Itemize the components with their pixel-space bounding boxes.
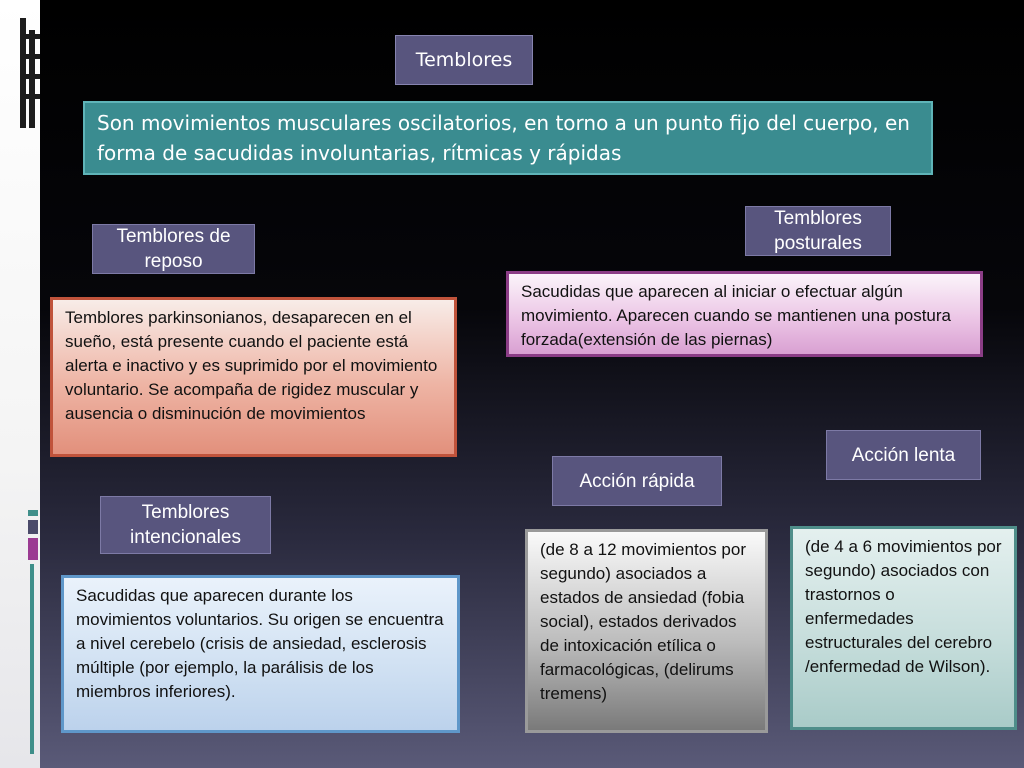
postural-tremor-label-box	[745, 206, 891, 256]
fast-action-description: (de 8 a 12 movimientos por segundo) asociados a estados de ansiedad (fobia social), estados derivados de intoxicación etílica o farmacológicas, (delirums tremens)	[540, 540, 746, 703]
postural-tremor-label: Temblores posturales	[774, 208, 862, 254]
intentional-tremor-description: Sacudidas que aparecen durante los movimientos voluntarios. Su origen se encuentra a nivel cerebelo (crisis de ansiedad, esclerosis múltiple (por ejemplo, la parálisis de los miembros inferiores).	[76, 586, 444, 701]
definition-box	[83, 101, 933, 175]
title-box	[395, 35, 533, 85]
rest-tremor-label-box	[92, 224, 255, 274]
rest-tremor-description: Temblores parkinsonianos, desaparecen en el sueño, está presente cuando el paciente está alerta e inactivo y es suprimido por el movimiento voluntario. Se acompaña de rigidez muscular y ausencia o disminución de movimientos	[65, 308, 438, 423]
intentional-tremor-label-box	[100, 496, 271, 554]
top-left-decoration	[20, 10, 42, 160]
slow-action-label: Acción lenta	[851, 444, 956, 466]
intentional-tremor-label: Temblores intencionales	[130, 502, 241, 548]
rest-tremor-description-box	[50, 297, 457, 457]
page-title: Temblores	[415, 49, 513, 71]
fast-action-label: Acción rápida	[579, 470, 695, 492]
postural-tremor-description: Sacudidas que aparecen al iniciar o efectuar algún movimiento. Aparecen cuando se mantienen una postura forzada(extensión de las piernas)	[521, 282, 951, 349]
fast-action-description-box	[525, 529, 768, 733]
definition-text: Son movimientos musculares oscilatorios, en torno a un punto fijo del cuerpo, en forma de sacudidas involuntarias, rítmicas y rápidas	[97, 111, 910, 165]
postural-tremor-description-box	[506, 271, 983, 357]
slow-action-description: (de 4 a 6 movimientos por segundo) asociados con trastornos o enfermedades estructurales del cerebro /enfermedad de Wilson).	[805, 537, 1002, 676]
fast-action-label-box	[552, 456, 722, 506]
slow-action-description-box	[790, 526, 1017, 730]
rest-tremor-label: Temblores de reposo	[116, 226, 231, 272]
slow-action-label-box	[826, 430, 981, 480]
intentional-tremor-description-box	[61, 575, 460, 733]
